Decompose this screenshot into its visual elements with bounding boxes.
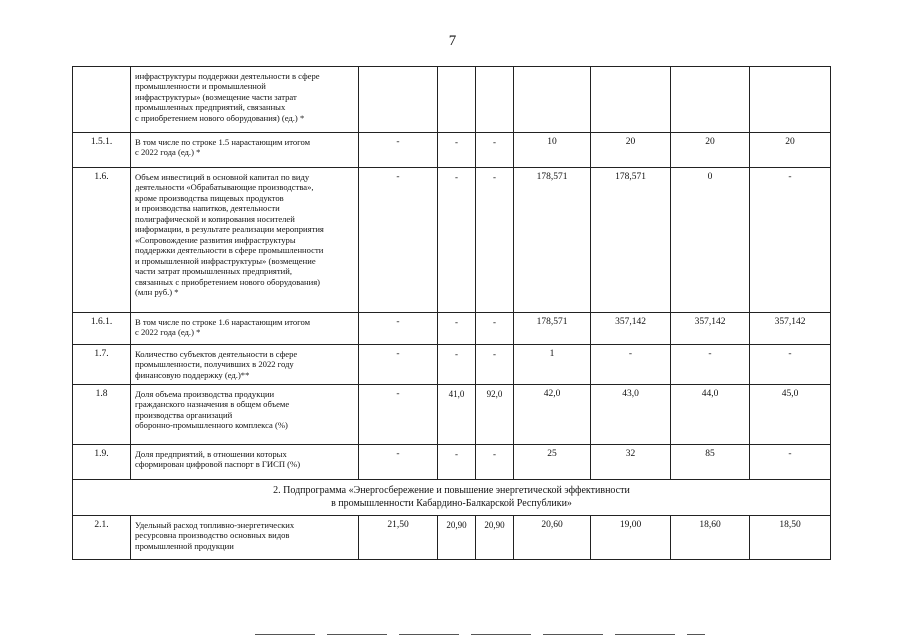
row-number: 1.6. bbox=[73, 168, 131, 313]
indicator-description: В том числе по строке 1.6 нарастающим итогом с 2022 года (ед.) * bbox=[135, 317, 311, 338]
value-cell: 43,0 bbox=[591, 385, 671, 445]
value-cell: 20,90 bbox=[476, 516, 514, 560]
footer-rule bbox=[255, 634, 705, 635]
value-cell: - bbox=[359, 445, 438, 480]
value-cell: - bbox=[750, 445, 831, 480]
indicator-description: Доля предприятий, в отношении которых сформирован цифровой паспорт в ГИСП (%) bbox=[135, 449, 301, 470]
indicator-description: Доля объема производства продукции гражданского назначения в общем объеме производства организаций оборонно-промышленного комплекса (%) bbox=[135, 389, 290, 431]
value-cell: 42,0 bbox=[514, 385, 591, 445]
value-cell: 20,90 bbox=[438, 516, 476, 560]
value-cell: 20 bbox=[591, 133, 671, 168]
value-cell: 25 bbox=[514, 445, 591, 480]
value-cell: 20 bbox=[750, 133, 831, 168]
value-cell: 18,60 bbox=[671, 516, 750, 560]
value-cell: - bbox=[750, 168, 831, 313]
value-cell: 92,0 bbox=[476, 385, 514, 445]
value-cell: 85 bbox=[671, 445, 750, 480]
table-row bbox=[73, 345, 831, 385]
indicator-description: Объем инвестиций в основной капитал по виду деятельности «Обрабатывающие производства», кроме производства пищевых продуктов и производства напитков, деятельности полиграфической и копирования носителей информации, в результате реализации мероприятия «Сопровождение развития инфраструктуры поддержки деятельности в сфере промышленности и промышленной инфраструктуры» (возмещение части затрат промышленных предприятий, связанных с приобретением нового оборудования) (млн руб.) * bbox=[135, 172, 324, 298]
indicator-description-cell bbox=[131, 313, 359, 345]
value-cell: - bbox=[438, 133, 476, 168]
value-cell: - bbox=[438, 445, 476, 480]
value-cell: 18,50 bbox=[750, 516, 831, 560]
value-cell: 178,571 bbox=[514, 313, 591, 345]
row-number: 1.7. bbox=[73, 345, 131, 385]
value-cell: 0 bbox=[671, 168, 750, 313]
subprogram-title-line2: в промышленности Кабардино-Балкарской Республики» bbox=[331, 497, 572, 509]
row-number: 1.9. bbox=[73, 445, 131, 480]
value-cell: 178,571 bbox=[591, 168, 671, 313]
value-cell: 32 bbox=[591, 445, 671, 480]
value-cell: 178,571 bbox=[514, 168, 591, 313]
value-cell bbox=[750, 67, 831, 133]
value-cell bbox=[359, 67, 438, 133]
indicator-description-cell bbox=[131, 133, 359, 168]
indicator-description-cell bbox=[131, 345, 359, 385]
row-number: 1.6.1. bbox=[73, 313, 131, 345]
indicator-description-cell bbox=[131, 516, 359, 560]
value-cell: - bbox=[671, 345, 750, 385]
value-cell: - bbox=[438, 345, 476, 385]
value-cell: - bbox=[476, 345, 514, 385]
table-row bbox=[73, 67, 831, 133]
indicator-description-cell bbox=[131, 168, 359, 313]
table-row bbox=[73, 445, 831, 480]
row-number: 2.1. bbox=[73, 516, 131, 560]
value-cell bbox=[476, 67, 514, 133]
value-cell: - bbox=[476, 313, 514, 345]
value-cell: - bbox=[750, 345, 831, 385]
value-cell bbox=[671, 67, 750, 133]
table-row bbox=[73, 516, 831, 560]
value-cell: - bbox=[591, 345, 671, 385]
value-cell bbox=[514, 67, 591, 133]
value-cell: - bbox=[438, 168, 476, 313]
row-number: 1.8 bbox=[73, 385, 131, 445]
value-cell: 45,0 bbox=[750, 385, 831, 445]
value-cell: - bbox=[359, 168, 438, 313]
indicator-description-cell bbox=[131, 445, 359, 480]
table-row bbox=[73, 313, 831, 345]
value-cell: 20 bbox=[671, 133, 750, 168]
value-cell bbox=[438, 67, 476, 133]
table-row bbox=[73, 168, 831, 313]
table-row bbox=[73, 385, 831, 445]
value-cell: - bbox=[438, 313, 476, 345]
row-number bbox=[73, 67, 131, 133]
value-cell: 41,0 bbox=[438, 385, 476, 445]
value-cell: - bbox=[359, 313, 438, 345]
value-cell: - bbox=[359, 385, 438, 445]
value-cell: 10 bbox=[514, 133, 591, 168]
row-number: 1.5.1. bbox=[73, 133, 131, 168]
value-cell: - bbox=[359, 133, 438, 168]
value-cell: 1 bbox=[514, 345, 591, 385]
value-cell: 21,50 bbox=[359, 516, 438, 560]
value-cell: - bbox=[476, 133, 514, 168]
indicator-description-cell bbox=[131, 67, 359, 133]
indicator-description: инфраструктуры поддержки деятельности в сфере промышленности и промышленной инфраструктуры» (возмещение части затрат промышленных предприятий, связанных с приобретением нового оборудования) (ед.) * bbox=[135, 71, 320, 123]
indicator-description-cell bbox=[131, 385, 359, 445]
indicator-description: Удельный расход топливно-энергетических ресурсовна производство основных видов промышленной продукции bbox=[135, 520, 295, 551]
value-cell: - bbox=[476, 445, 514, 480]
table-row bbox=[73, 133, 831, 168]
value-cell: 357,142 bbox=[671, 313, 750, 345]
value-cell: 44,0 bbox=[671, 385, 750, 445]
indicator-description: В том числе по строке 1.5 нарастающим итогом с 2022 года (ед.) * bbox=[135, 137, 311, 158]
value-cell: 357,142 bbox=[591, 313, 671, 345]
indicators-table bbox=[72, 66, 831, 560]
value-cell: 20,60 bbox=[514, 516, 591, 560]
value-cell: 19,00 bbox=[591, 516, 671, 560]
value-cell bbox=[591, 67, 671, 133]
subprogram-header-row bbox=[73, 480, 831, 516]
value-cell: - bbox=[476, 168, 514, 313]
value-cell: 357,142 bbox=[750, 313, 831, 345]
subprogram-title-line1: 2. Подпрограмма «Энергосбережение и повышение энергетической эффективности bbox=[273, 485, 630, 497]
page-number: 7 bbox=[448, 33, 457, 49]
value-cell: - bbox=[359, 345, 438, 385]
indicator-description: Количество субъектов деятельности в сфере промышленности, получивших в 2022 году финансовую поддержку (ед.)** bbox=[135, 349, 298, 380]
subprogram-title bbox=[73, 480, 831, 516]
